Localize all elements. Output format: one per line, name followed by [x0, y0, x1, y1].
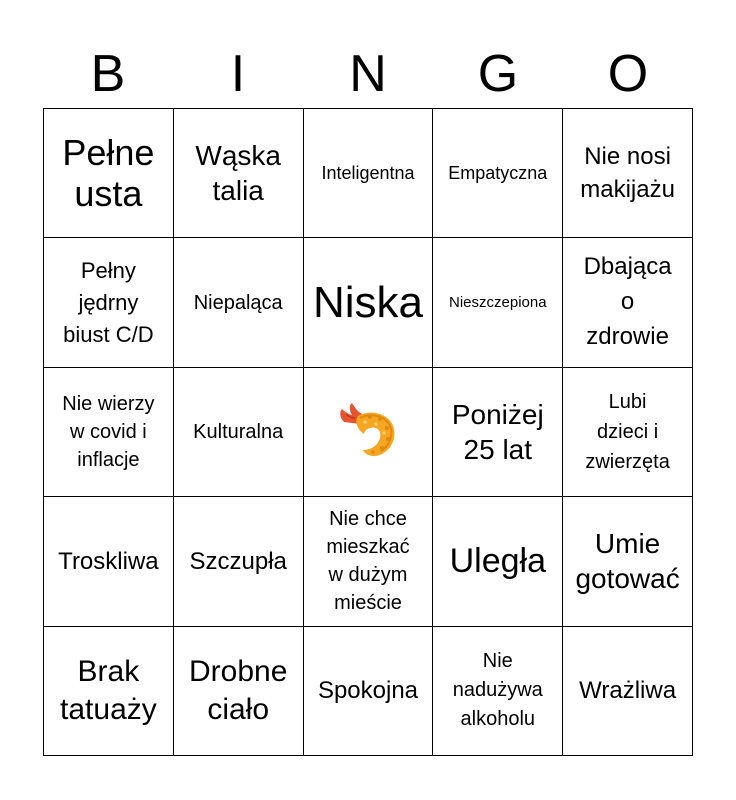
cell-label: Dbająca o zdrowie [583, 253, 672, 350]
bingo-cell-r2c4[interactable] [433, 238, 563, 367]
cell-label: Nie chce mieszkać w dużym mieście [326, 508, 410, 615]
cell-label: Poniżej 25 lat [451, 398, 544, 465]
bingo-cell-r1c5[interactable] [563, 109, 693, 238]
cell-label: Wrażliwa [579, 677, 677, 705]
cell-label: Nie wierzy w covid i inflacje [62, 392, 155, 471]
cell-label: Wąska talia [195, 140, 281, 207]
header-letter-n: N [349, 45, 387, 103]
bingo-cell-r5c2[interactable] [174, 627, 304, 756]
cell-label: Troskliwa [58, 547, 159, 575]
cell-label: Empatyczna [448, 163, 548, 184]
bingo-cell-r4c4[interactable] [433, 497, 563, 626]
cell-label: Nie nosi makijażu [580, 143, 675, 204]
bingo-cell-r1c4[interactable] [433, 109, 563, 238]
cell-label: Uległa [449, 541, 546, 580]
header-letter-o: O [607, 45, 649, 103]
bingo-cell-r4c5[interactable] [563, 497, 693, 626]
header-letter-b: B [90, 45, 126, 103]
cell-label: Pełny jędrny biust C/D [63, 257, 154, 347]
bingo-cell-r1c1[interactable] [44, 109, 174, 238]
cell-label: Inteligentna [321, 163, 415, 184]
bingo-cell-r2c3[interactable] [304, 238, 434, 367]
cell-label: Niska [312, 277, 423, 327]
fried-shrimp-icon [336, 400, 400, 464]
bingo-cell-r4c1[interactable] [44, 497, 174, 626]
bingo-cell-r2c2[interactable] [174, 238, 304, 367]
bingo-cell-r3c4[interactable] [433, 368, 563, 497]
bingo-cell-r5c1[interactable] [44, 627, 174, 756]
bingo-cell-r3c2[interactable] [174, 368, 304, 497]
bingo-cell-r5c5[interactable] [563, 627, 693, 756]
bingo-cell-r1c2[interactable] [174, 109, 304, 238]
cell-label: Szczupła [189, 547, 287, 575]
cell-label: Spokojna [317, 677, 419, 705]
cell-label: Kulturalna [193, 420, 284, 443]
cell-label: Lubi dzieci i zwierzęta [585, 390, 670, 473]
header-letter-g: G [477, 45, 519, 103]
bingo-cell-r3c1[interactable] [44, 368, 174, 497]
cell-label: Brak tatuaży [60, 655, 157, 726]
cell-label: Umie gotować [575, 528, 680, 595]
bingo-cell-r4c2[interactable] [174, 497, 304, 626]
bingo-cell-r2c5[interactable] [563, 238, 693, 367]
bingo-cell-r4c3[interactable] [304, 497, 434, 626]
cell-label: Nie nadużywa alkoholu [452, 650, 543, 731]
bingo-cell-r3c5[interactable] [563, 368, 693, 497]
bingo-cell-r5c3[interactable] [304, 627, 434, 756]
bingo-cell-free[interactable] [304, 368, 434, 497]
bingo-board [43, 108, 693, 756]
bingo-header [43, 40, 693, 108]
cell-label: Drobne ciało [188, 655, 288, 726]
bingo-cell-r1c3[interactable] [304, 109, 434, 238]
header-letter-i: I [230, 45, 246, 103]
cell-label: Nieszczepiona [449, 293, 547, 311]
bingo-cell-r5c4[interactable] [433, 627, 563, 756]
cell-label: Niepaląca [193, 291, 283, 314]
bingo-cell-r2c1[interactable] [44, 238, 174, 367]
cell-label: Pełne usta [62, 131, 155, 215]
